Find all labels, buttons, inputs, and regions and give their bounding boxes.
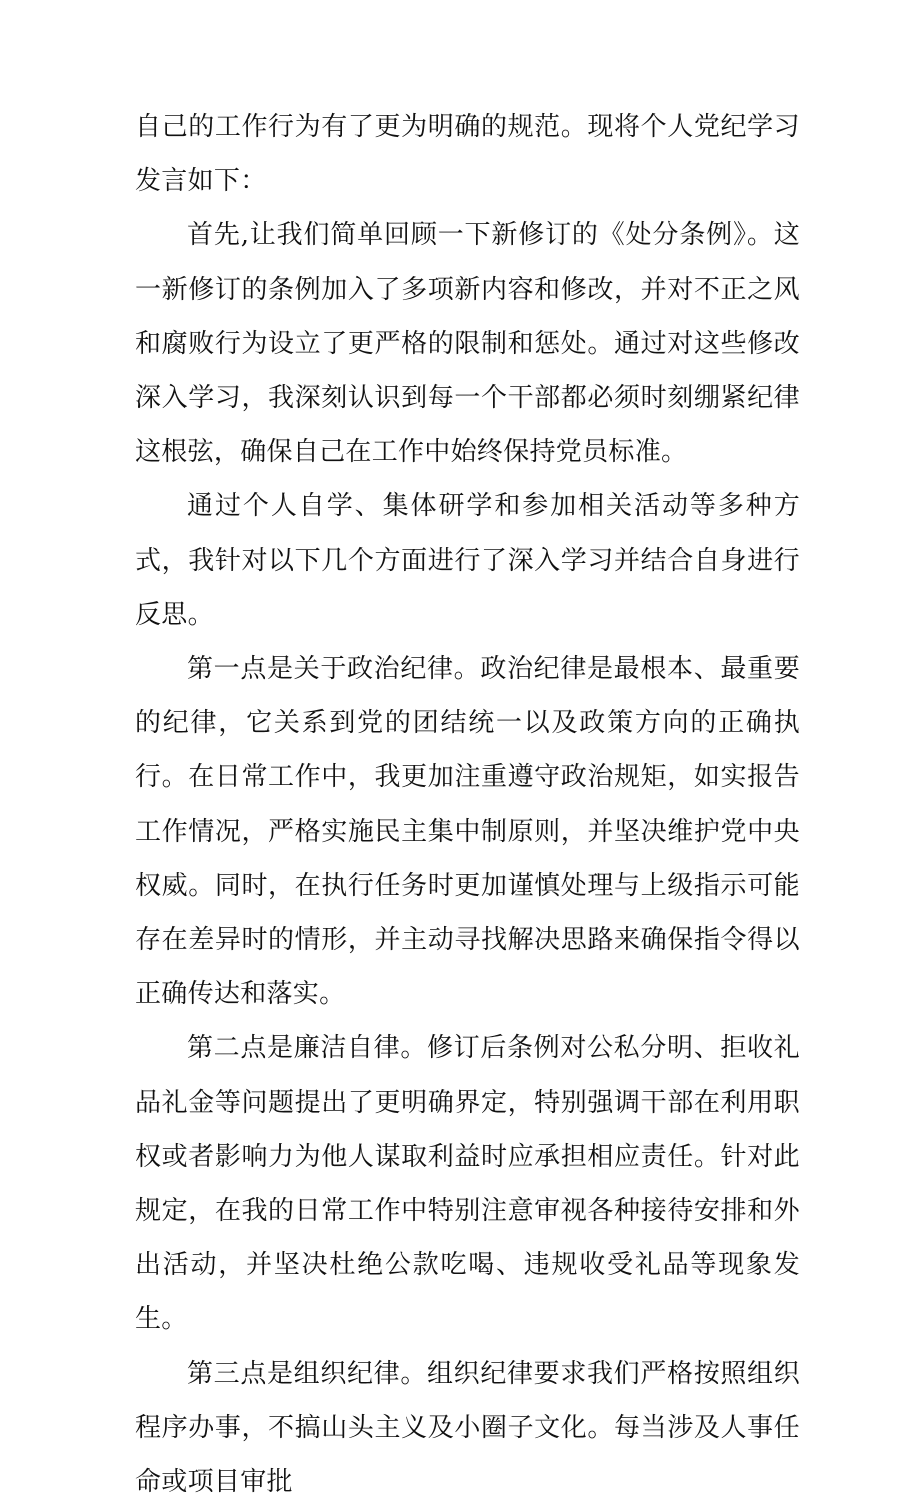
document-body xyxy=(135,100,800,1509)
paragraph-organizational-discipline: 第三点是组织纪律。组织纪律要求我们严格按照组织程序办事，不搞山头主义及小圈子文化。每当涉及人事任命或项目审批 xyxy=(135,1358,800,1498)
paragraph-integrity-self-discipline: 第二点是廉洁自律。修订后条例对公私分明、拒收礼品礼金等问题提出了更明确界定，特别强调干部在利用职权或者影响力为他人谋取利益时应承担相应责任。针对此规定，在我的日常工作中特别注意审视各种接待安排和外出活动，并坚决杜绝公款吃喝、违规收受礼品等现象发生。 xyxy=(135,1033,800,1335)
paragraph-first-review: 首先,让我们简单回顾一下新修订的《处分条例》。这一新修订的条例加入了多项新内容和修改，并对不正之风和腐败行为设立了更严格的限制和惩处。通过对这些修改深入学习，我深刻认识到每一个干部都必须时刻绷紧纪律这根弦，确保自己在工作中始终保持党员标准。 xyxy=(135,220,800,468)
paragraph-political-discipline: 第一点是关于政治纪律。政治纪律是最根本、最重要的纪律，它关系到党的团结统一以及政策方向的正确执行。在日常工作中，我更加注重遵守政治规矩，如实报告工作情况，严格实施民主集中制原则，并坚决维护党中央权威。同时，在执行任务时更加谨慎处理与上级指示可能存在差异时的情形，并主动寻找解决思路来确保指令得以正确传达和落实。 xyxy=(135,654,800,1010)
paragraph-intro-continuation: 自己的工作行为有了更为明确的规范。现将个人党纪学习发言如下： xyxy=(135,112,800,197)
paragraph-study-methods: 通过个人自学、集体研学和参加相关活动等多种方式，我针对以下几个方面进行了深入学习并结合自身进行反思。 xyxy=(135,491,800,630)
